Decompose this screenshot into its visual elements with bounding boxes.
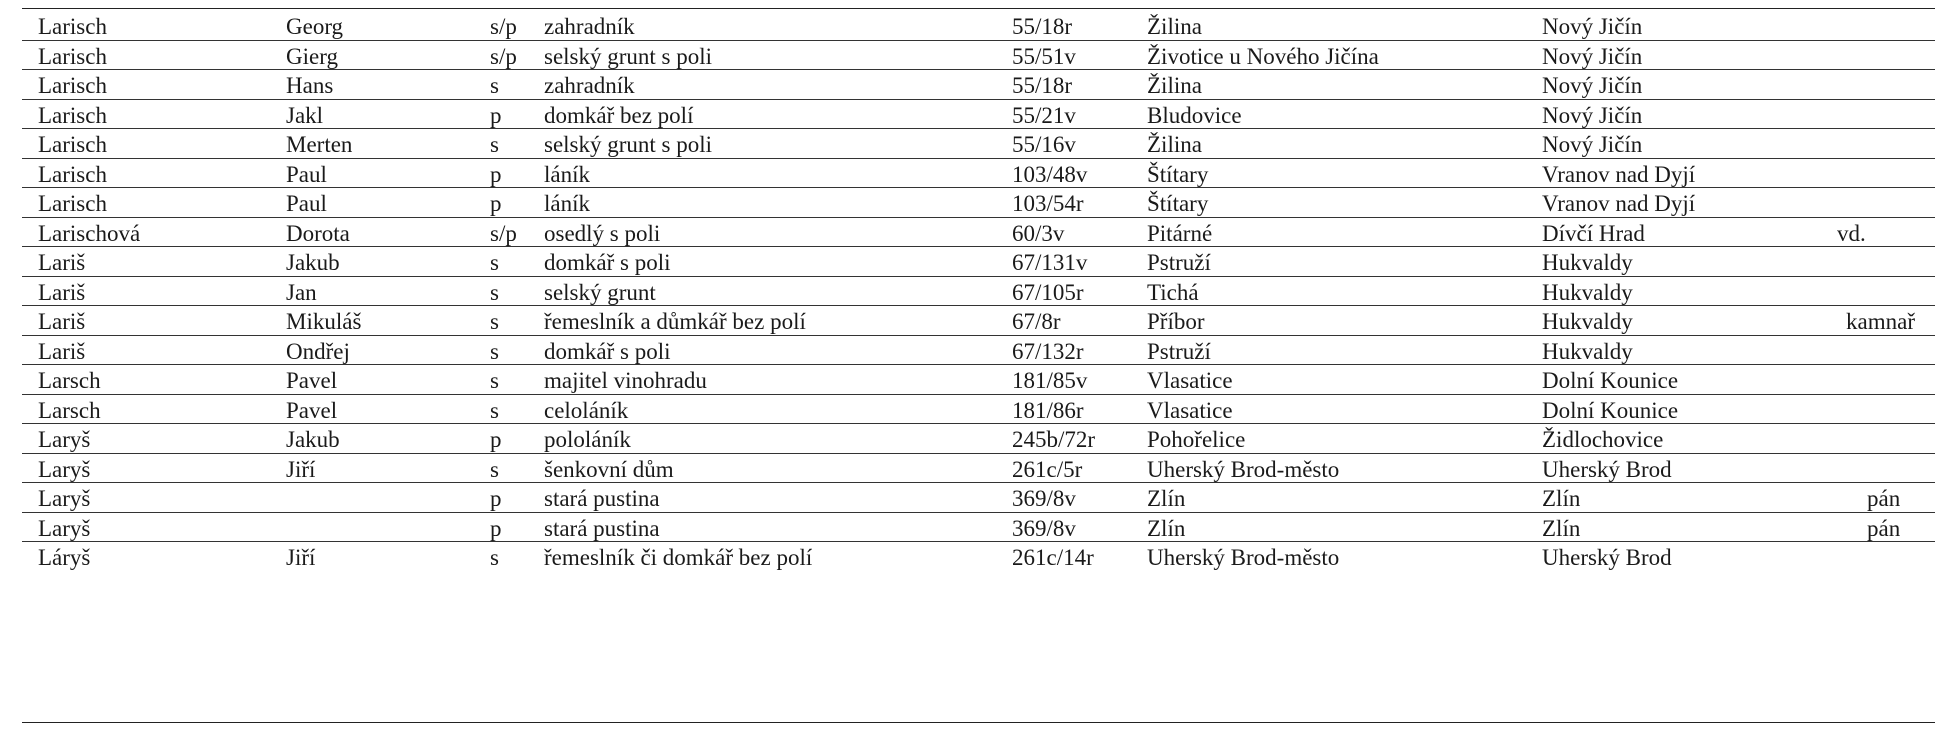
cell-village: Příbor [1147, 309, 1205, 334]
cell-type: selský grunt s poli [544, 132, 713, 157]
cell-estate: Nový Jičín [1542, 43, 1643, 69]
table-row [0, 424, 1935, 455]
cell-given: Jiří [286, 456, 316, 482]
table-row [0, 306, 1935, 337]
cell-surname: Larisch [38, 191, 107, 216]
cell-folio: 103/48v [1012, 161, 1088, 187]
cell-estate: Hukvaldy [1542, 250, 1633, 275]
cell-type: řemeslník a důmkář bez polí [544, 309, 806, 334]
cell-type: selský grunt s poli [544, 43, 713, 69]
cell-estate: Hukvaldy [1542, 338, 1633, 364]
cell-note: kamnař [1846, 309, 1915, 334]
cell-village: Žilina [1147, 73, 1202, 98]
table-row [0, 483, 1935, 514]
cell-estate: Zlín [1542, 486, 1581, 511]
cell-folio: 67/8r [1012, 309, 1061, 334]
cell-surname: Lariš [38, 309, 86, 334]
cell-code: s [490, 368, 499, 393]
cell-village: Uherský Brod-město [1147, 456, 1340, 482]
cell-given: Jan [286, 279, 317, 305]
cell-estate: Vranov nad Dyjí [1542, 161, 1696, 187]
cell-type: stará pustina [544, 486, 660, 511]
cell-estate: Uherský Brod [1542, 545, 1672, 570]
table-row [0, 513, 1935, 544]
cell-surname: Larsch [38, 397, 101, 423]
cell-type: řemeslník či domkář bez polí [544, 545, 813, 570]
cell-type: stará pustina [544, 515, 660, 541]
table-row [0, 129, 1935, 160]
table-bottom-rule [22, 722, 1935, 723]
cell-given: Dorota [286, 220, 350, 246]
cell-given: Jakub [286, 250, 340, 275]
table-row [0, 188, 1935, 219]
cell-village: Štítary [1147, 191, 1209, 216]
cell-code: s [490, 279, 499, 305]
cell-village: Žilina [1147, 14, 1202, 39]
cell-code: s [490, 338, 499, 364]
cell-type: domkář s poli [544, 338, 671, 364]
cell-folio: 67/132r [1012, 338, 1084, 364]
cell-given: Mikuláš [286, 309, 362, 334]
cell-surname: Larisch [38, 132, 107, 157]
cell-given: Jakl [286, 102, 324, 128]
cell-village: Štítary [1147, 161, 1209, 187]
cell-given: Gierg [286, 43, 338, 69]
cell-folio: 181/85v [1012, 368, 1088, 393]
cell-estate: Nový Jičín [1542, 132, 1643, 157]
cell-village: Tichá [1147, 279, 1199, 305]
cell-given: Jakub [286, 427, 340, 452]
cell-village: Pohořelice [1147, 427, 1246, 452]
cell-estate: Vranov nad Dyjí [1542, 191, 1696, 216]
table-row [0, 247, 1935, 278]
cell-folio: 369/8v [1012, 486, 1076, 511]
cell-code: s/p [490, 43, 517, 69]
cell-estate: Dolní Kounice [1542, 397, 1679, 423]
cell-estate: Hukvaldy [1542, 309, 1633, 334]
table-row [0, 159, 1935, 190]
cell-folio: 55/16v [1012, 132, 1076, 157]
cell-village: Pstruží [1147, 338, 1211, 364]
cell-note: pán [1867, 486, 1901, 511]
cell-folio: 67/131v [1012, 250, 1088, 275]
cell-folio: 60/3v [1012, 220, 1065, 246]
cell-given: Pavel [286, 368, 338, 393]
cell-type: zahradník [544, 14, 635, 39]
table-row [0, 277, 1935, 308]
cell-folio: 245b/72r [1012, 427, 1096, 452]
cell-folio: 369/8v [1012, 515, 1076, 541]
cell-given: Hans [286, 73, 334, 98]
cell-surname: Laryš [38, 427, 91, 452]
cell-type: domkář bez polí [544, 102, 694, 128]
table-top-rule [22, 8, 1935, 9]
cell-folio: 55/21v [1012, 102, 1076, 128]
table-row [0, 454, 1935, 485]
cell-type: šenkovní dům [544, 456, 674, 482]
cell-folio: 261c/14r [1012, 545, 1094, 570]
cell-note: vd. [1837, 220, 1866, 246]
cell-estate: Nový Jičín [1542, 73, 1643, 98]
cell-estate: Nový Jičín [1542, 14, 1643, 39]
cell-surname: Laryš [38, 456, 91, 482]
cell-code: s [490, 132, 499, 157]
cell-type: láník [544, 161, 590, 187]
cell-code: s/p [490, 14, 517, 39]
cell-type: osedlý s poli [544, 220, 661, 246]
cell-surname: Lariš [38, 250, 86, 275]
cell-code: p [490, 486, 502, 511]
cell-code: p [490, 102, 502, 128]
cell-estate: Nový Jičín [1542, 102, 1643, 128]
cell-given: Paul [286, 191, 327, 216]
table-row [0, 542, 1935, 573]
cell-given: Merten [286, 132, 353, 157]
cell-code: p [490, 191, 502, 216]
table-row [0, 100, 1935, 131]
cell-village: Bludovice [1147, 102, 1242, 128]
cell-folio: 261c/5r [1012, 456, 1083, 482]
cell-note: pán [1867, 515, 1901, 541]
cell-code: p [490, 161, 502, 187]
cell-type: majitel vinohradu [544, 368, 707, 393]
cell-folio: 181/86r [1012, 397, 1084, 423]
cell-estate: Hukvaldy [1542, 279, 1633, 305]
table-row [0, 70, 1935, 101]
table-row [0, 365, 1935, 396]
table-row [0, 218, 1935, 249]
cell-village: Žilina [1147, 132, 1202, 157]
cell-village: Uherský Brod-město [1147, 545, 1340, 570]
cell-folio: 55/18r [1012, 14, 1073, 39]
cell-village: Životice u Nového Jičína [1147, 43, 1379, 69]
cell-surname: Larsch [38, 368, 101, 393]
cell-given: Pavel [286, 397, 338, 423]
cell-village: Vlasatice [1147, 397, 1233, 423]
cell-village: Pitárné [1147, 220, 1213, 246]
cell-village: Pstruží [1147, 250, 1211, 275]
cell-surname: Láryš [38, 545, 91, 570]
cell-surname: Larisch [38, 14, 107, 39]
cell-surname: Lariš [38, 279, 86, 305]
cell-code: p [490, 515, 502, 541]
cell-surname: Larisch [38, 73, 107, 98]
table-row [0, 336, 1935, 367]
cell-surname: Larischová [38, 220, 141, 246]
cell-surname: Larisch [38, 102, 107, 128]
cell-village: Vlasatice [1147, 368, 1233, 393]
cell-type: láník [544, 191, 590, 216]
table-row [0, 395, 1935, 426]
cell-code: s [490, 309, 499, 334]
cell-surname: Larisch [38, 43, 107, 69]
cell-estate: Židlochovice [1542, 427, 1664, 452]
cell-type: pololáník [544, 427, 631, 452]
cell-surname: Laryš [38, 486, 91, 511]
cell-village: Zlín [1147, 515, 1186, 541]
cell-estate: Dívčí Hrad [1542, 220, 1645, 246]
cell-given: Georg [286, 14, 344, 39]
cell-code: s [490, 545, 499, 570]
cell-folio: 103/54r [1012, 191, 1084, 216]
cell-given: Ondřej [286, 338, 350, 364]
cell-estate: Zlín [1542, 515, 1581, 541]
cell-code: s [490, 250, 499, 275]
cell-folio: 67/105r [1012, 279, 1084, 305]
cell-folio: 55/51v [1012, 43, 1076, 69]
cell-surname: Larisch [38, 161, 107, 187]
cell-code: p [490, 427, 502, 452]
cell-given: Paul [286, 161, 327, 187]
cell-estate: Dolní Kounice [1542, 368, 1679, 393]
cell-estate: Uherský Brod [1542, 456, 1672, 482]
cell-surname: Laryš [38, 515, 91, 541]
cell-type: selský grunt [544, 279, 656, 305]
cell-type: domkář s poli [544, 250, 671, 275]
cell-code: s [490, 73, 499, 98]
cell-folio: 55/18r [1012, 73, 1073, 98]
cell-given: Jiří [286, 545, 316, 570]
cell-type: celoláník [544, 397, 629, 423]
table-row [0, 41, 1935, 72]
cell-code: s [490, 397, 499, 423]
cell-code: s [490, 456, 499, 482]
cell-surname: Lariš [38, 338, 86, 364]
table-row [0, 11, 1935, 42]
cell-code: s/p [490, 220, 517, 246]
cell-type: zahradník [544, 73, 635, 98]
cell-village: Zlín [1147, 486, 1186, 511]
